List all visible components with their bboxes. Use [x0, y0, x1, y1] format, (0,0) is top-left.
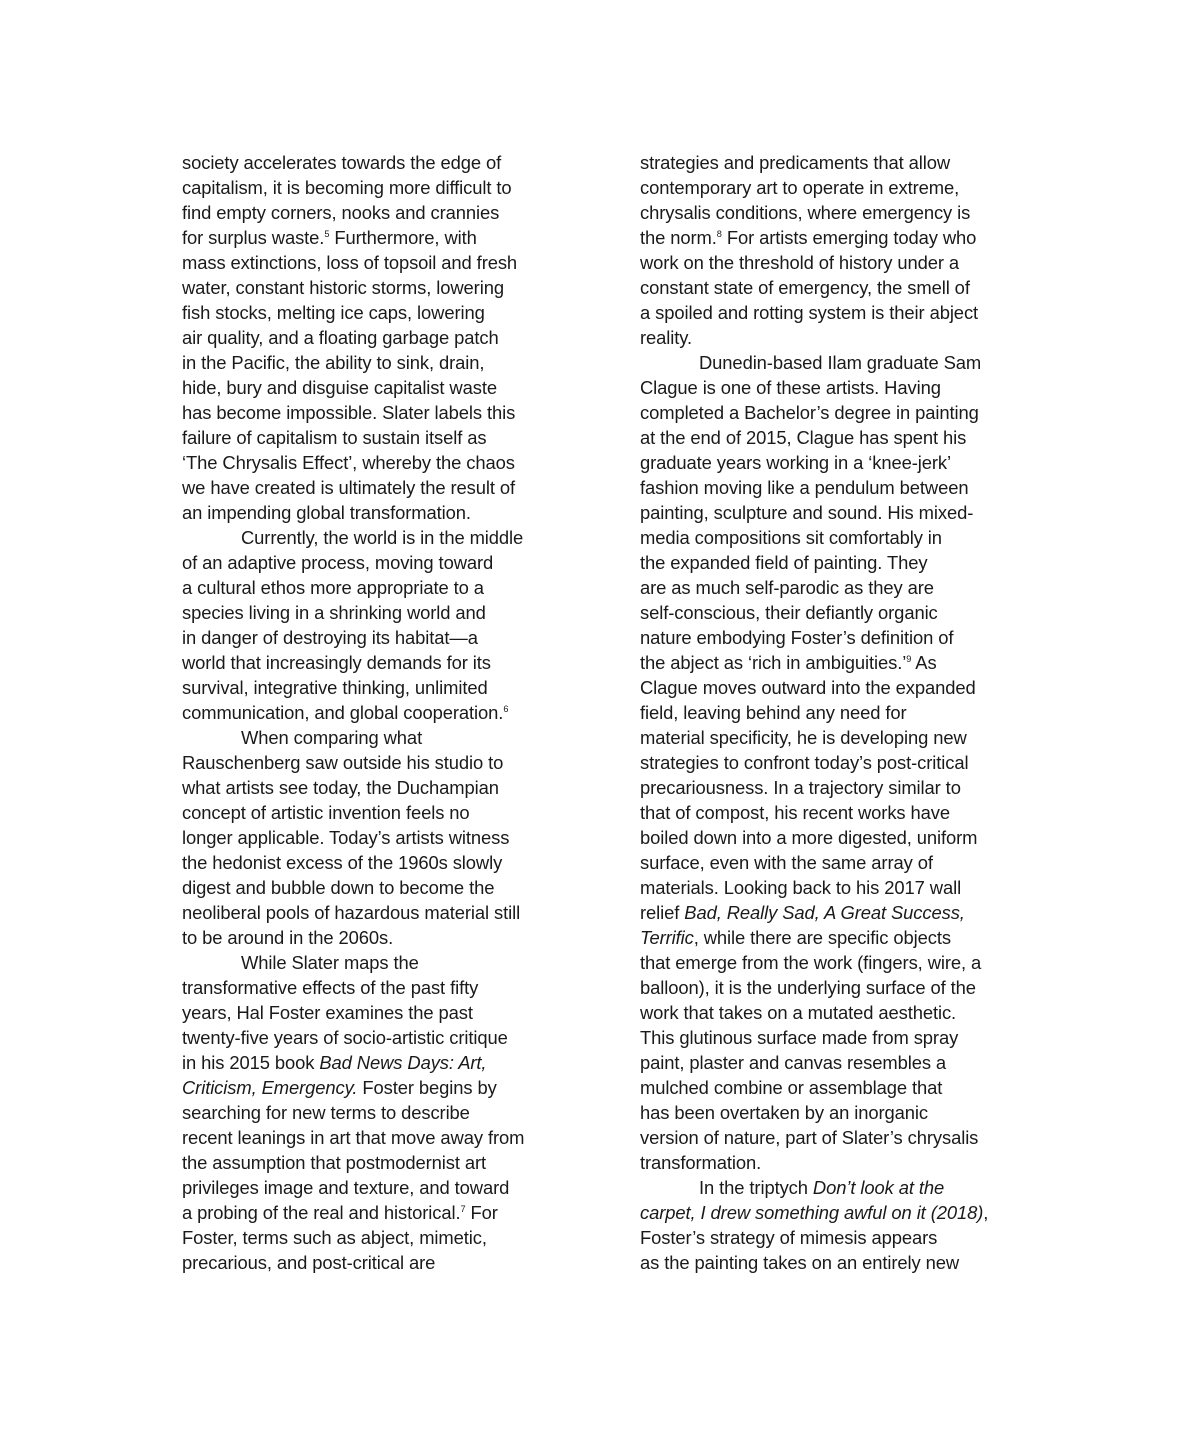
- text-line: Clague moves outward into the expanded: [640, 677, 976, 698]
- text-line: nature embodying Foster’s definition of: [640, 627, 954, 648]
- text-line: the assumption that postmodernist art: [182, 1152, 486, 1173]
- text-line: the hedonist excess of the 1960s slowly: [182, 852, 503, 873]
- right-text-column: [640, 150, 1015, 1275]
- left-text-column: [182, 150, 557, 1275]
- text-line: media compositions sit comfortably in: [640, 527, 942, 548]
- footnote-ref-6[interactable]: 6: [503, 703, 509, 714]
- text-line: surface, even with the same array of: [640, 852, 933, 873]
- text-line: a cultural ethos more appropriate to a: [182, 577, 484, 598]
- text-line: an impending global transformation.: [182, 502, 471, 523]
- footnote-ref-5[interactable]: 5: [324, 228, 330, 239]
- paragraph-start: While Slater maps the: [241, 952, 419, 973]
- text-line: in his 2015 book Bad News Days: Art,: [182, 1052, 487, 1073]
- text-line: strategies and predicaments that allow: [640, 152, 951, 173]
- text-line: work that takes on a mutated aesthetic.: [640, 1002, 957, 1023]
- text-line: failure of capitalism to sustain itself as: [182, 427, 487, 448]
- text-line: for surplus waste.$^5$ Furthermore, with: [182, 227, 477, 248]
- text-line: air quality, and a floating garbage patch: [182, 327, 499, 348]
- artwork-title: Terrific: [640, 927, 694, 948]
- text-line: at the end of 2015, Clague has spent his: [640, 427, 967, 448]
- text-line: that emerge from the work (fingers, wire, a: [640, 952, 982, 973]
- text-line: we have created is ultimately the result of: [182, 477, 516, 498]
- text-line: paint, plaster and canvas resembles a: [640, 1052, 947, 1073]
- text-line: of an adaptive process, moving toward: [182, 552, 494, 573]
- footnote-ref-8[interactable]: 8: [716, 228, 722, 239]
- text-line: that of compost, his recent works have: [640, 802, 951, 823]
- text-line: species living in a shrinking world and: [182, 602, 486, 623]
- text-line: contemporary art to operate in extreme,: [640, 177, 960, 198]
- text-line: recent leanings in art that move away from: [182, 1127, 525, 1148]
- text-line: ‘The Chrysalis Effect’, whereby the chaos: [182, 452, 515, 473]
- text-line: Foster, terms such as abject, mimetic,: [182, 1227, 487, 1248]
- text-line: a probing of the real and historical.$^7$ For: [182, 1202, 498, 1223]
- text-line: Criticism, Emergency. Foster begins by: [182, 1077, 497, 1098]
- text-line: This glutinous surface made from spray: [640, 1027, 959, 1048]
- text-line: completed a Bachelor’s degree in painting: [640, 402, 979, 423]
- text-line: neoliberal pools of hazardous material still: [182, 902, 521, 923]
- text-line: boiled down into a more digested, uniform: [640, 827, 978, 848]
- text-line: graduate years working in a ‘knee-jerk’: [640, 452, 951, 473]
- text-line: precarious, and post-critical are: [182, 1252, 436, 1273]
- text-line: fish stocks, melting ice caps, lowering: [182, 302, 485, 323]
- text-line: strategies to confront today’s post-critical: [640, 752, 969, 773]
- text-line: chrysalis conditions, where emergency is: [640, 202, 971, 223]
- text-line: has been overtaken by an inorganic: [640, 1102, 928, 1123]
- text-line: material specificity, he is developing new: [640, 727, 967, 748]
- text-line: hide, bury and disguise capitalist waste: [182, 377, 497, 398]
- text-line: world that increasingly demands for its: [182, 652, 491, 673]
- paragraph-start: In the triptych Don’t look at the: [699, 1177, 945, 1198]
- text-line: relief Bad, Really Sad, A Great Success,: [640, 902, 965, 923]
- book-title: Bad News Days: Art,: [319, 1052, 487, 1073]
- text-line: twenty-five years of socio-artistic critique: [182, 1027, 508, 1048]
- text-line: balloon), it is the underlying surface of the: [640, 977, 976, 998]
- text-line: water, constant historic storms, lowering: [182, 277, 504, 298]
- text-line: Rauschenberg saw outside his studio to: [182, 752, 504, 773]
- text-line: a spoiled and rotting system is their abject: [640, 302, 979, 323]
- text-line: concept of artistic invention feels no: [182, 802, 470, 823]
- artwork-title: Bad, Really Sad, A Great Success,: [684, 902, 965, 923]
- text-line: the norm.$^8$ For artists emerging today who: [640, 227, 977, 248]
- text-line: transformative effects of the past fifty: [182, 977, 479, 998]
- artwork-title: carpet, I drew something awful on it (2018): [640, 1202, 984, 1223]
- text-line: the abject as ‘rich in ambiguities.’$^9$ As: [640, 652, 937, 673]
- text-line: Foster’s strategy of mimesis appears: [640, 1227, 938, 1248]
- text-line: as the painting takes on an entirely new: [640, 1252, 960, 1273]
- footnote-ref-9[interactable]: 9: [906, 653, 912, 664]
- paragraph-start: Currently, the world is in the middle: [241, 527, 524, 548]
- text-line: are as much self-parodic as they are: [640, 577, 934, 598]
- text-line: years, Hal Foster examines the past: [182, 1002, 473, 1023]
- text-line: in danger of destroying its habitat—a: [182, 627, 478, 648]
- text-line: materials. Looking back to his 2017 wall: [640, 877, 962, 898]
- text-line: transformation.: [640, 1152, 762, 1173]
- text-line: the expanded field of painting. They: [640, 552, 928, 573]
- text-line: mass extinctions, loss of topsoil and fresh: [182, 252, 518, 273]
- artwork-title: Don’t look at the: [812, 1177, 945, 1198]
- text-line: in the Pacific, the ability to sink, drain,: [182, 352, 485, 373]
- text-line: work on the threshold of history under a: [640, 252, 960, 273]
- text-line: self-conscious, their defiantly organic: [640, 602, 938, 623]
- text-line: mulched combine or assemblage that: [640, 1077, 943, 1098]
- text-line: field, leaving behind any need for: [640, 702, 907, 723]
- text-line: digest and bubble down to become the: [182, 877, 495, 898]
- text-line: has become impossible. Slater labels this: [182, 402, 516, 423]
- text-line: fashion moving like a pendulum between: [640, 477, 969, 498]
- text-line: privileges image and texture, and toward: [182, 1177, 510, 1198]
- text-line: survival, integrative thinking, unlimited: [182, 677, 488, 698]
- text-line: to be around in the 2060s.: [182, 927, 394, 948]
- text-line: Clague is one of these artists. Having: [640, 377, 941, 398]
- text-line: communication, and global cooperation.$^6$: [182, 702, 509, 723]
- text-line: searching for new terms to describe: [182, 1102, 470, 1123]
- text-line: longer applicable. Today’s artists witness: [182, 827, 510, 848]
- footnote-ref-7[interactable]: 7: [460, 1203, 466, 1214]
- book-title: Criticism, Emergency.: [182, 1077, 358, 1098]
- paragraph-start: Dunedin-based Ilam graduate Sam: [699, 352, 982, 373]
- text-line: capitalism, it is becoming more difficult to: [182, 177, 512, 198]
- text-line: what artists see today, the Duchampian: [182, 777, 499, 798]
- text-line: Terrific, while there are specific objects: [640, 927, 951, 948]
- paragraph-start: When comparing what: [241, 727, 423, 748]
- text-line: painting, sculpture and sound. His mixed-: [640, 502, 974, 523]
- text-line: version of nature, part of Slater’s chrysalis: [640, 1127, 979, 1148]
- text-line: constant state of emergency, the smell of: [640, 277, 970, 298]
- text-line: society accelerates towards the edge of: [182, 152, 502, 173]
- text-line: precariousness. In a trajectory similar to: [640, 777, 961, 798]
- text-line: reality.: [640, 327, 693, 348]
- text-line: carpet, I drew something awful on it (2018),: [640, 1202, 989, 1223]
- text-line: find empty corners, nooks and crannies: [182, 202, 500, 223]
